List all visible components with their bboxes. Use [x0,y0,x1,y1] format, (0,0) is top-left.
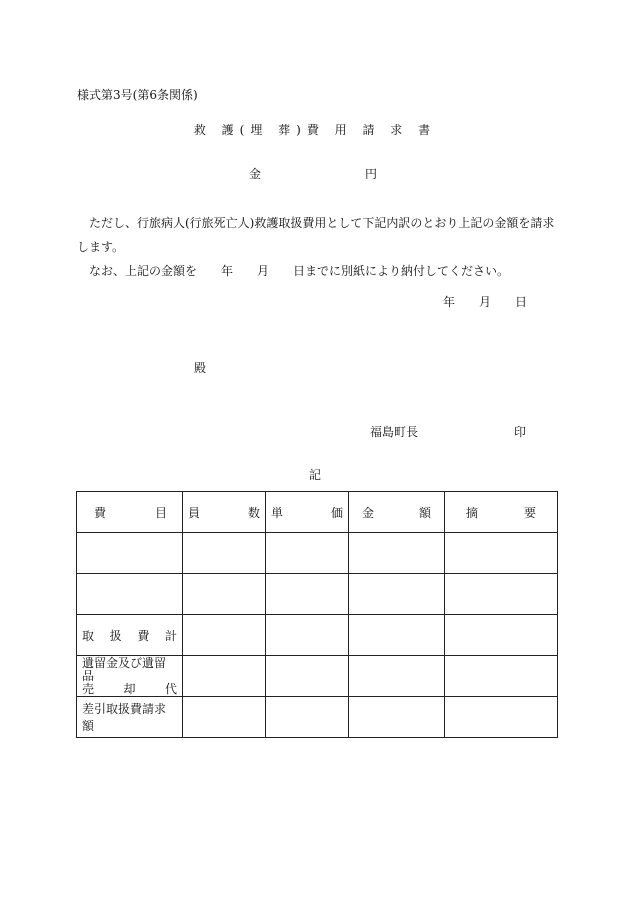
table-cell [349,656,445,697]
header-cell-tanka: 単 価 [266,492,349,533]
table-cell [349,697,445,738]
table-cell [445,574,558,615]
table-cell [77,533,183,574]
row-label-net-claim: 差引取扱費請求額 [77,697,183,738]
date-month: 月 [479,295,492,309]
date-day: 日 [515,295,528,309]
table-row-remains-sale [77,656,558,697]
row-label-remains-sale [77,656,183,697]
row-label-line-2: 売 却 代 [82,681,177,696]
table-cell [445,615,558,656]
sender-name: 福島町長 [370,425,419,439]
header-cell-kingaku: 金 額 [349,492,445,533]
table-cell [445,656,558,697]
table-cell [445,697,558,738]
document-title: 救 護(埋 葬)費 用 請 求 書 [193,123,437,137]
table-row [77,533,558,574]
table-cell [183,615,266,656]
table-cell [183,533,266,574]
table-header-row [77,492,558,533]
table-cell [349,533,445,574]
addressee-suffix: 殿 [194,361,207,375]
table-cell [445,533,558,574]
amount-suffix: 円 [365,167,378,181]
header-cell-tekiyo: 摘 要 [445,492,558,533]
table-cell [266,697,349,738]
amount-prefix: 金 [249,167,262,181]
ki-heading: 記 [308,468,321,482]
body-paragraph-2: なお、上記の金額を 年 月 日までに別紙により納付してください。 [89,264,510,278]
table-cell [349,615,445,656]
body-paragraph-1: ただし、行旅病人(行旅死亡人)救護取扱費用として下記内訳のとおり上記の金額を請求します。 [77,216,555,254]
expense-table [76,491,558,738]
date-year: 年 [443,295,456,309]
table-cell [266,615,349,656]
table-row-handling-total [77,615,558,656]
row-label-line-1: 遺留金及び遺留品 [82,655,167,683]
row-label-handling-total: 取 扱 費 計 [77,615,183,656]
table-row [77,574,558,615]
table-cell [266,656,349,697]
body-text [77,211,559,283]
table-cell [266,574,349,615]
table-cell [349,574,445,615]
table-cell [183,574,266,615]
table-row-net-claim [77,697,558,738]
seal-mark: 印 [514,425,527,439]
table-cell [266,533,349,574]
table-cell [183,656,266,697]
table-cell [183,697,266,738]
form-number: 様式第3号(第6条関係) [77,88,198,102]
table-cell [77,574,183,615]
header-cell-insu: 員 数 [183,492,266,533]
header-cell-hiyomoku: 費 目 [77,492,183,533]
